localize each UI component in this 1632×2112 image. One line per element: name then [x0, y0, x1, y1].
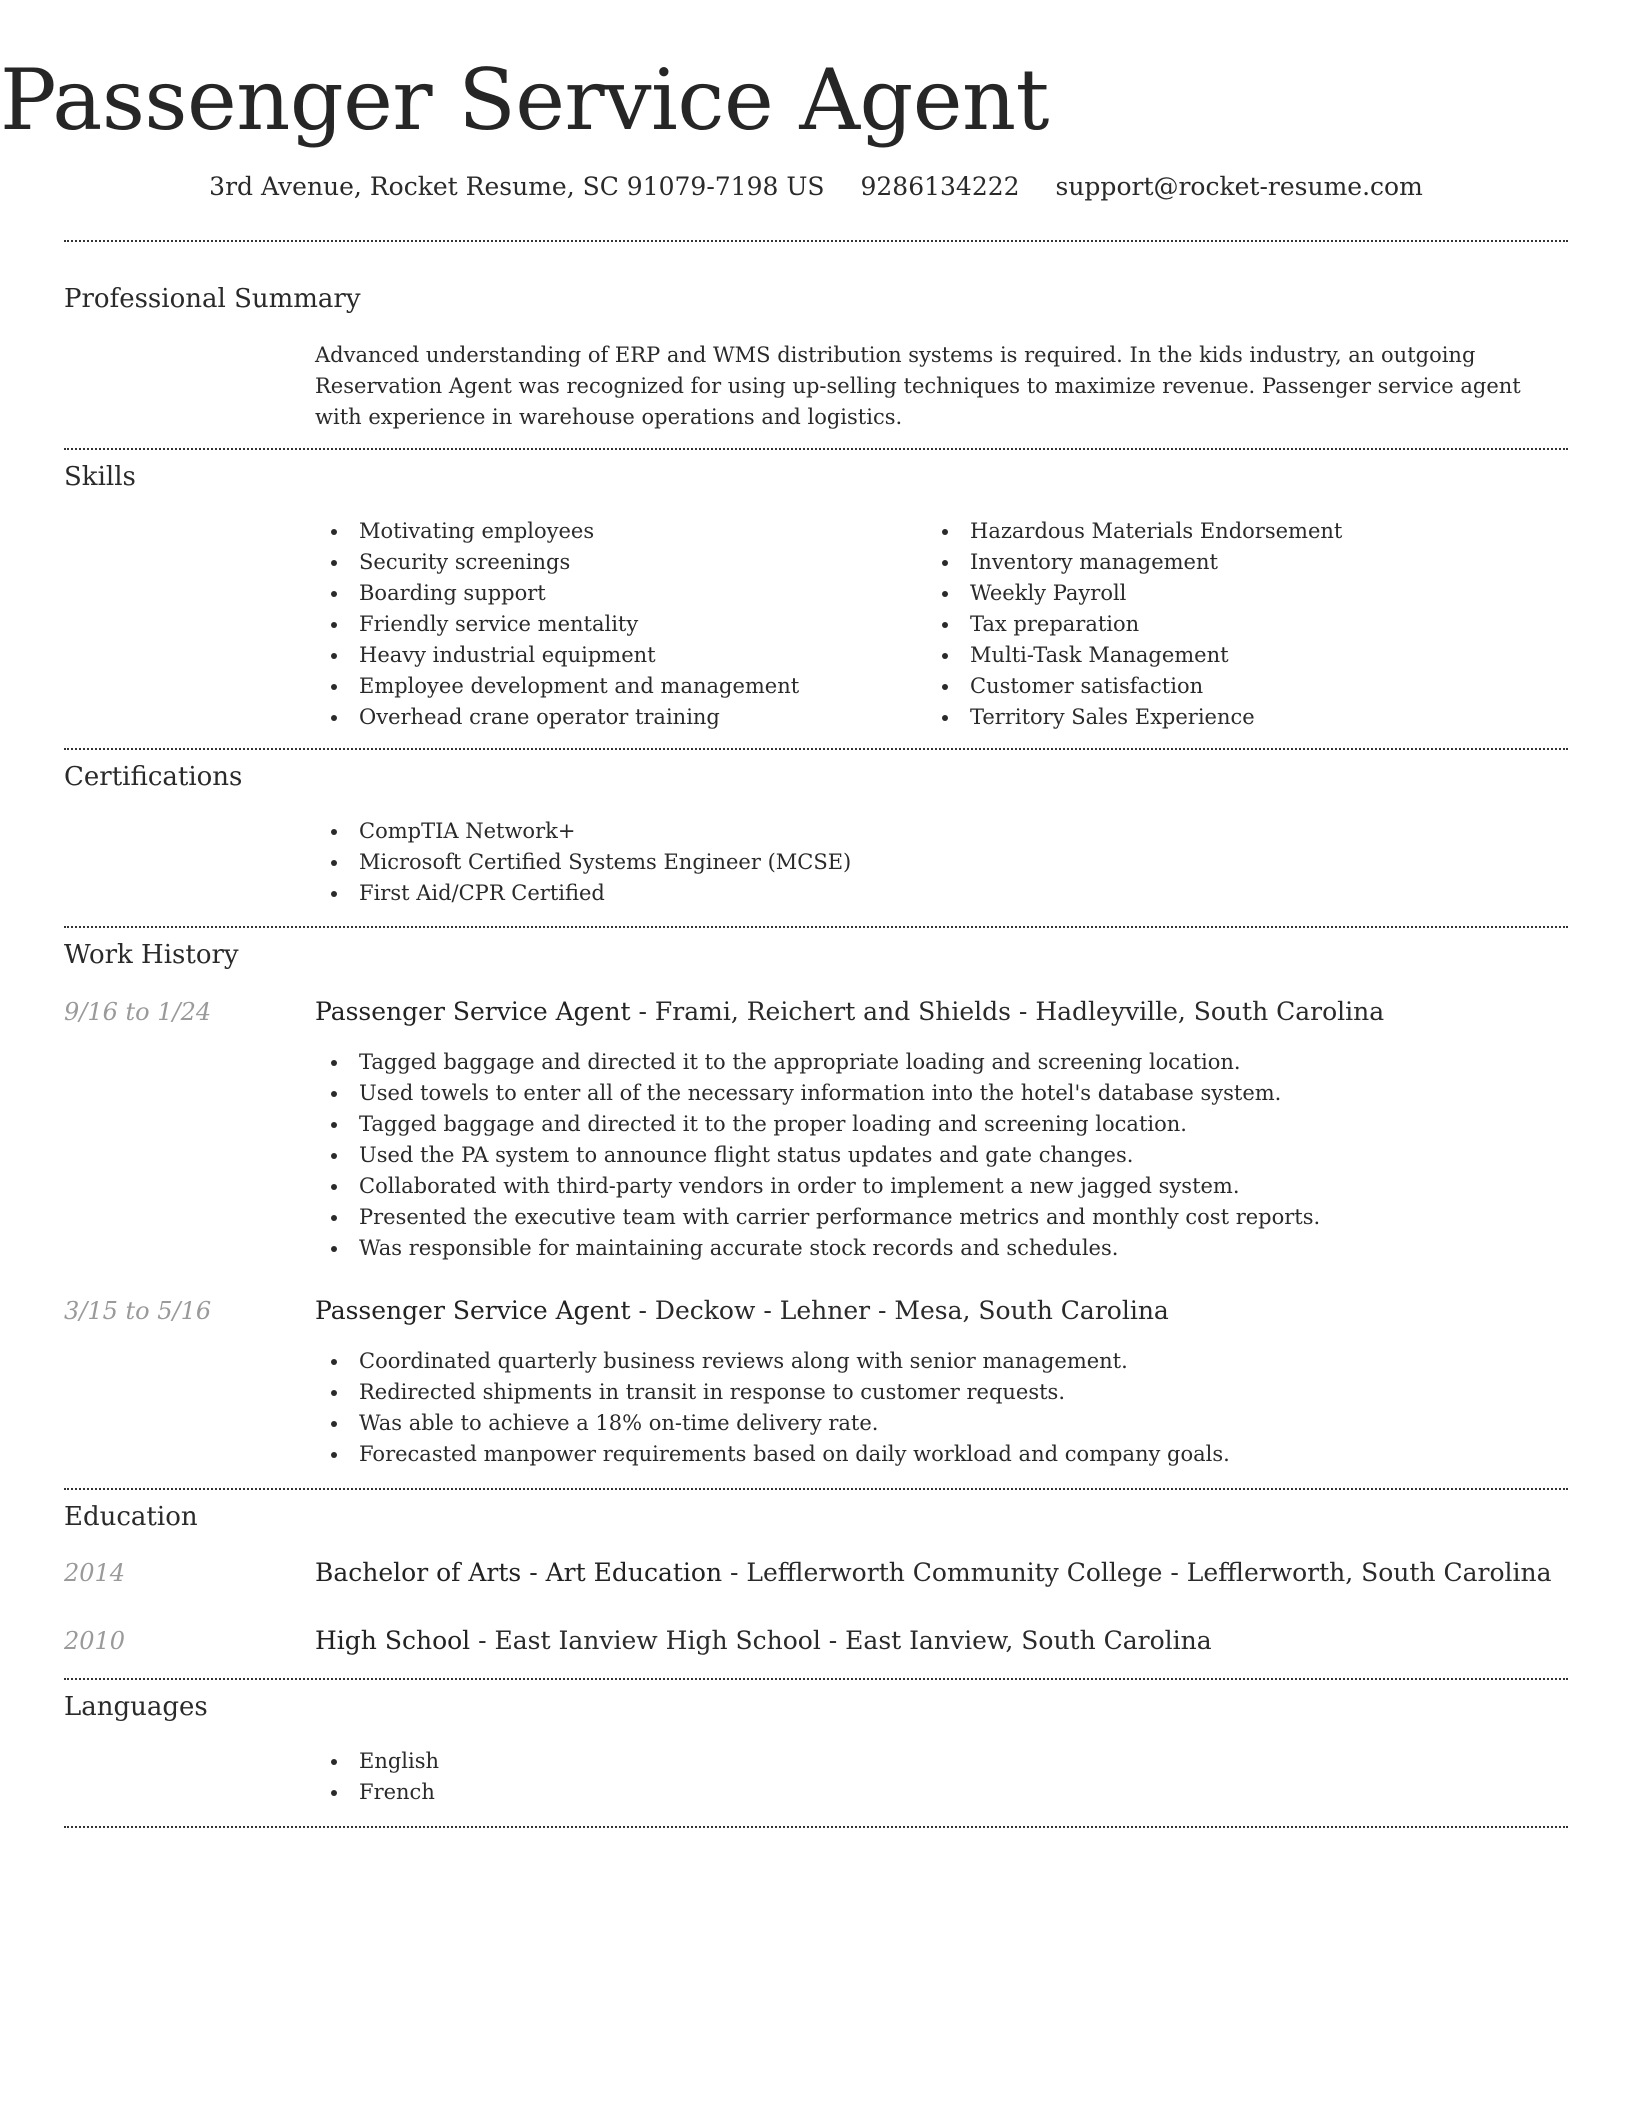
divider: [64, 240, 1568, 242]
job-heading: [315, 1294, 1169, 1328]
section-title-work-history: Work History: [64, 940, 239, 970]
divider: [64, 448, 1568, 450]
list-item: Coordinated quarterly business reviews along with senior management.: [315, 1346, 1230, 1377]
list-item: Motivating employees: [315, 516, 799, 547]
job-heading: [315, 995, 1384, 1029]
languages-list: [315, 1746, 439, 1808]
job-dates: 9/16 to 1/24: [64, 998, 212, 1026]
list-item: Employee development and management: [315, 671, 799, 702]
list-item: Customer satisfaction: [926, 671, 1342, 702]
section-title-skills: Skills: [64, 462, 136, 492]
job-role: Passenger Service Agent: [315, 1296, 631, 1325]
education-school: - East Ianview High School - East Ianview, South Carolina: [470, 1626, 1212, 1655]
list-item: Inventory management: [926, 547, 1342, 578]
list-item: Friendly service mentality: [315, 609, 799, 640]
job-employer-location: - Frami, Reichert and Shields - Hadleyville, South Carolina: [630, 997, 1385, 1026]
list-item: Security screenings: [315, 547, 799, 578]
education-school: - Lefflerworth Community College - Lefflerworth, South Carolina: [722, 1558, 1552, 1587]
list-item: First Aid/CPR Certified: [315, 878, 851, 909]
education-entry: [315, 1556, 1552, 1590]
education-degree: High School: [315, 1626, 471, 1655]
education-year: 2014: [64, 1559, 126, 1587]
list-item: Territory Sales Experience: [926, 702, 1342, 733]
job-role: Passenger Service Agent: [315, 997, 631, 1026]
candidate-name: Passenger Service Agent: [0, 51, 1049, 149]
job-dates: 3/15 to 5/16: [64, 1297, 212, 1325]
list-item: Multi-Task Management: [926, 640, 1342, 671]
list-item: Boarding support: [315, 578, 799, 609]
list-item: Microsoft Certified Systems Engineer (MCSE): [315, 847, 851, 878]
education-degree: Bachelor of Arts - Art Education: [315, 1558, 723, 1587]
job-employer-location: - Deckow - Lehner - Mesa, South Carolina: [630, 1296, 1169, 1325]
list-item: Heavy industrial equipment: [315, 640, 799, 671]
list-item: Tax preparation: [926, 609, 1342, 640]
job-bullets: [315, 1346, 1230, 1470]
list-item: Used towels to enter all of the necessary information into the hotel's database system.: [315, 1078, 1320, 1109]
list-item: Was responsible for maintaining accurate stock records and schedules.: [315, 1233, 1320, 1264]
skills-list-right: [926, 516, 1342, 733]
contact-address: 3rd Avenue, Rocket Resume, SC 91079-7198 US: [209, 172, 825, 201]
divider: [64, 1678, 1568, 1680]
section-title-languages: Languages: [64, 1692, 208, 1722]
education-year: 2010: [64, 1627, 126, 1655]
divider: [64, 748, 1568, 750]
list-item: Collaborated with third-party vendors in order to implement a new jagged system.: [315, 1171, 1320, 1202]
list-item: Presented the executive team with carrier performance metrics and monthly cost reports.: [315, 1202, 1320, 1233]
divider: [64, 926, 1568, 928]
divider: [64, 1826, 1568, 1828]
list-item: English: [315, 1746, 439, 1777]
contact-email: support@rocket-resume.com: [1055, 172, 1423, 201]
section-title-summary: Professional Summary: [64, 284, 361, 314]
list-item: Hazardous Materials Endorsement: [926, 516, 1342, 547]
list-item: Used the PA system to announce flight status updates and gate changes.: [315, 1140, 1320, 1171]
list-item: Was able to achieve a 18% on-time delivery rate.: [315, 1408, 1230, 1439]
list-item: Weekly Payroll: [926, 578, 1342, 609]
section-title-education: Education: [64, 1502, 198, 1532]
list-item: Redirected shipments in transit in response to customer requests.: [315, 1377, 1230, 1408]
skills-list-left: [315, 516, 799, 733]
divider: [64, 1488, 1568, 1490]
list-item: CompTIA Network+: [315, 816, 851, 847]
list-item: Overhead crane operator training: [315, 702, 799, 733]
education-entry: [315, 1624, 1212, 1658]
list-item: Tagged baggage and directed it to the appropriate loading and screening location.: [315, 1047, 1320, 1078]
certifications-list: [315, 816, 851, 909]
job-bullets: [315, 1047, 1320, 1264]
list-item: Tagged baggage and directed it to the proper loading and screening location.: [315, 1109, 1320, 1140]
contact-line: [0, 170, 1632, 204]
list-item: French: [315, 1777, 439, 1808]
contact-phone: 9286134222: [860, 172, 1020, 201]
summary-text: Advanced understanding of ERP and WMS distribution systems is required. In the kids industry, an outgoing Reservation Agent was recognized for using up-selling techniques to maximize revenue. Passenger service agent with experience in warehouse operations and logistics.: [315, 343, 1521, 429]
list-item: Forecasted manpower requirements based on daily workload and company goals.: [315, 1439, 1230, 1470]
section-title-certifications: Certifications: [64, 762, 243, 792]
